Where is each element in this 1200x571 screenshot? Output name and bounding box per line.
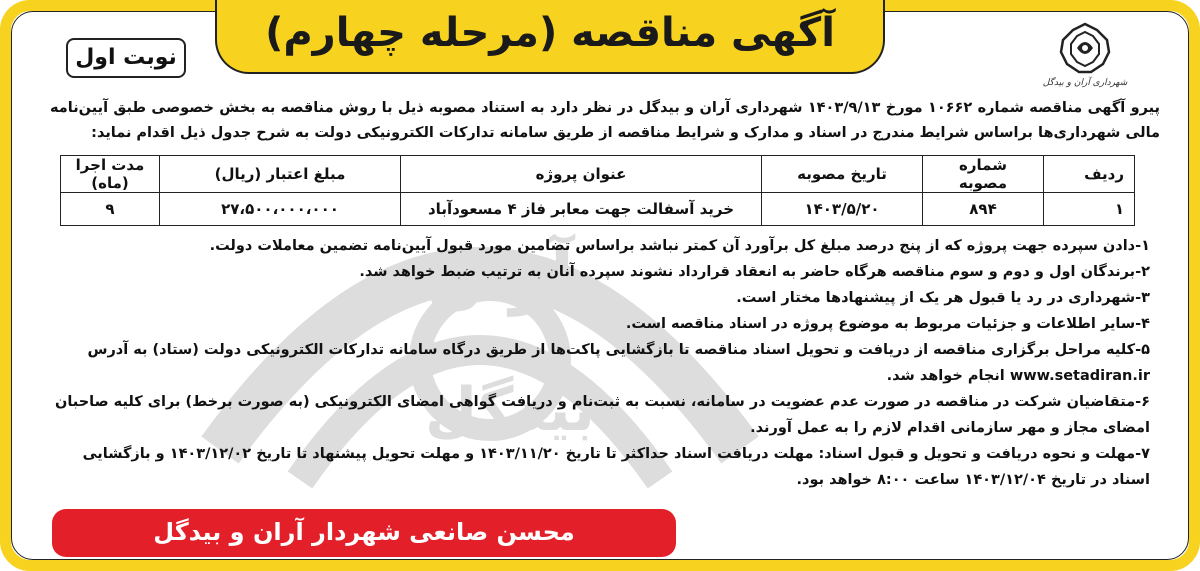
header-approval-number: شماره مصوبه bbox=[923, 156, 1044, 193]
municipality-logo bbox=[1030, 22, 1140, 92]
header-row-number: ردیف bbox=[1044, 156, 1135, 193]
table-row bbox=[61, 193, 1135, 226]
cell-approval-number: ۸۹۴ bbox=[923, 193, 1044, 226]
condition-item: ۲-برندگان اول و دوم و سوم مناقصه هرگاه حاضر به انعقاد قرارداد نشوند سپرده آنان به ترتیب ضبط خواهد شد. bbox=[359, 264, 1150, 280]
tender-table bbox=[60, 155, 1135, 226]
condition-item: ۶-متقاضیان شرکت در مناقصه در صورت عدم عضویت در سامانه، نسبت به ثبت‌نام و دریافت گواهی امضای الکترونیکی (به صورت برخط) برای کلیه صاحبان امضای مجاز و مهر سازمانی اقدام لازم را به عمل آورند. bbox=[54, 394, 1150, 436]
watermark-text-1: آران bbox=[425, 235, 575, 317]
intro-paragraph: پیرو آگهی مناقصه شماره ۱۰۶۶۲ مورخ ۱۴۰۳/۹/۱۳ شهرداری آران و بیدگل در نظر دارد به استناد مصوبه ذیل با روش مناقصه به بخش خصوصی طبق آیین‌نامه مالی شهرداری‌ها براساس شرایط مندرج در اسناد و مدارک و شرایط مناقصه از طریق سامانه تدارکات الکترونیکی دولت به شرح جدول ذیل اقدام نماید: bbox=[50, 100, 1160, 141]
condition-item: ۱-دادن سپرده جهت پروژه که از پنج درصد مبلغ کل برآورد آن کمتر نباشد براساس تضامین مورد قبول آیین‌نامه تضمین معاملات دولت. bbox=[209, 238, 1150, 254]
condition-item: ۳-شهرداری در رد یا قبول هر یک از پیشنهادها مختار است. bbox=[736, 290, 1150, 306]
header-budget: مبلغ اعتبار (ریال) bbox=[160, 156, 401, 193]
cell-approval-date: ۱۴۰۳/۵/۲۰ bbox=[762, 193, 923, 226]
title-banner bbox=[215, 0, 885, 74]
signature-banner: محسن صانعی شهردار آران و بیدگل bbox=[52, 509, 676, 557]
cell-budget: ۲۷،۵۰۰،۰۰۰،۰۰۰ bbox=[160, 193, 401, 226]
cell-duration: ۹ bbox=[61, 193, 160, 226]
cell-row-number: ۱ bbox=[1044, 193, 1135, 226]
condition-item: ۵-کلیه مراحل برگزاری مناقصه از دریافت و تحویل اسناد مناقصه تا بازگشایی پاکت‌ها از طریق درگاه سامانه تدارکات الکترونیکی دولت (ستاد) به آدرس www.setadiran.ir انجام خواهد شد. bbox=[87, 342, 1150, 384]
round-badge: نوبت اول bbox=[66, 38, 186, 78]
condition-item: ۷-مهلت و نحوه دریافت و تحویل و قبول اسناد: مهلت دریافت اسناد حداکثر تا تاریخ ۱۴۰۳/۱۱/۲۰ و مهلت تحویل پیشنهاد تا تاریخ ۱۴۰۳/۱۲/۰۲ و بازگشایی اسناد در تاریخ ۱۴۰۳/۱۲/۰۴ ساعت ۸:۰۰ خواهد بود. bbox=[82, 446, 1150, 488]
table-header-row bbox=[61, 156, 1135, 193]
municipality-emblem-icon bbox=[1055, 22, 1115, 78]
conditions-list bbox=[50, 233, 1150, 493]
condition-item: ۴-سایر اطلاعات و جزئیات مربوط به موضوع پروژه در اسناد مناقصه است. bbox=[625, 316, 1150, 332]
header-duration: مدت اجرا (ماه) bbox=[61, 156, 160, 193]
page-title: آگهی مناقصه (مرحله چهارم) bbox=[265, 10, 835, 56]
header-project-title: عنوان پروژه bbox=[401, 156, 762, 193]
header-approval-date: تاریخ مصوبه bbox=[762, 156, 923, 193]
logo-caption: شهرداری آران و بیدگل bbox=[1042, 78, 1128, 88]
watermark-text-2: بیدگل bbox=[424, 375, 596, 445]
cell-project-title: خرید آسفالت جهت معابر فاز ۴ مسعودآباد bbox=[401, 193, 762, 226]
